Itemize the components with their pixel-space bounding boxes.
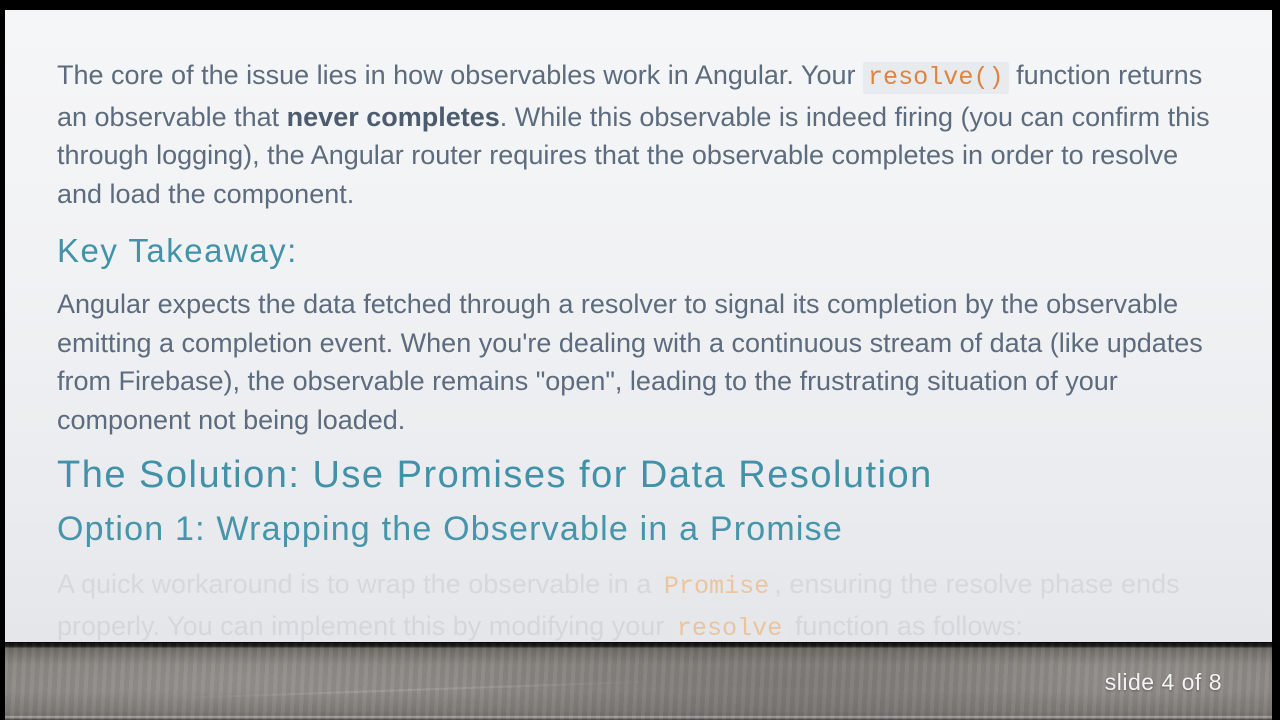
intro-text-start: The core of the issue lies in how observables work in Angular. Your (57, 60, 863, 90)
faded-text-end: function as follows: (787, 610, 1023, 641)
floor-scratch-line (157, 680, 664, 700)
option1-heading: Option 1: Wrapping the Observable in a Promise (57, 510, 843, 548)
faded-text-start: A quick workaround is to wrap the observable in a (57, 569, 659, 599)
takeaway-paragraph: Angular expects the data fetched through a resolver to signal its completion by the observable emitting a completion event. When you're dealing with a continuous stream of data (like updates from Firebase), the observable remains "open", leading to the frustrating situation of your component not being loaded. (57, 289, 1203, 435)
resolve-code-token: resolve() (863, 62, 1009, 94)
resolve-code-token-faded: resolve (672, 613, 787, 643)
promise-code-token: Promise (659, 571, 774, 603)
slide-page-indicator: slide 4 of 8 (1104, 669, 1222, 695)
slide-canvas (5, 10, 1272, 642)
faded-text-middle: , ensuring the resolve phase ends properly. You can implement this by modifying your (57, 569, 1180, 641)
intro-text-middle: function returns an observable that (57, 60, 1203, 132)
never-completes-emphasis: never completes (286, 101, 500, 132)
fading-in-paragraph (57, 565, 1224, 642)
key-takeaway-heading: Key Takeaway: (57, 232, 298, 269)
solution-heading: The Solution: Use Promises for Data Resolution (57, 454, 933, 496)
intro-paragraph (57, 56, 1224, 213)
concrete-floor (5, 642, 1272, 720)
intro-text-end: . While this observable is indeed firing (you can confirm this through logging), the Angular router requires that the observable completes in order to resolve and load the component. (57, 101, 1210, 209)
